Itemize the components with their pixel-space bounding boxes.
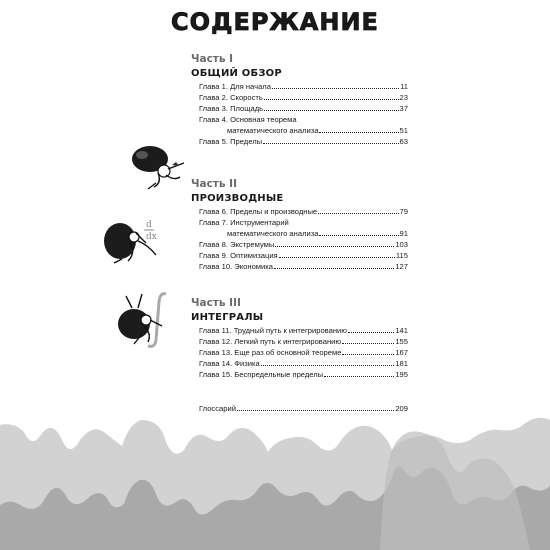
toc-entry[interactable] bbox=[191, 261, 408, 272]
dot-leader bbox=[263, 143, 398, 144]
page-number: 115 bbox=[395, 251, 408, 260]
toc-entry[interactable] bbox=[191, 92, 408, 103]
page-number: 155 bbox=[395, 337, 408, 346]
page-number: 23 bbox=[399, 93, 408, 102]
dot-leader bbox=[319, 132, 398, 133]
part-label: Часть III bbox=[191, 297, 241, 309]
page-number: 127 bbox=[395, 262, 408, 271]
chapter-title: Глава 9. Оптимизация bbox=[199, 251, 278, 260]
chapter-title: Глава 15. Беспредельные пределы bbox=[199, 370, 324, 379]
dot-leader bbox=[319, 235, 398, 236]
dot-leader bbox=[261, 365, 395, 366]
chapter-title: Глава 4. Основная теорема bbox=[199, 115, 297, 124]
part-label: Часть I bbox=[191, 53, 234, 65]
toc-entry[interactable] bbox=[191, 206, 408, 217]
toc-entry[interactable] bbox=[191, 325, 408, 336]
landscape-front-layer bbox=[0, 466, 550, 550]
dot-leader bbox=[274, 268, 394, 269]
chapter-title: Глава 5. Пределы bbox=[199, 137, 263, 146]
toc-entry[interactable] bbox=[191, 114, 408, 136]
page-number: 51 bbox=[399, 126, 408, 135]
page-number: 37 bbox=[399, 104, 408, 113]
dot-leader bbox=[275, 246, 394, 247]
part-title: ИНТЕГРАЛЫ bbox=[191, 312, 264, 323]
chapter-title: Глава 10. Экономика bbox=[199, 262, 273, 271]
dot-leader bbox=[348, 332, 394, 333]
chapter-title: Глава 14. Физика bbox=[199, 359, 260, 368]
chapter-title: Глава 2. Скорость bbox=[199, 93, 263, 102]
toc-entry[interactable] bbox=[191, 358, 408, 369]
dot-leader bbox=[318, 213, 398, 214]
part-title: ПРОИЗВОДНЫЕ bbox=[191, 193, 284, 204]
chapter-title: Глава 13. Еще раз об основной теореме bbox=[199, 348, 342, 357]
part-1 bbox=[191, 52, 408, 147]
chapter-title: Глава 6. Пределы и производные bbox=[199, 207, 318, 216]
dot-leader bbox=[264, 99, 399, 100]
page-number: 209 bbox=[395, 404, 408, 413]
dot-leader bbox=[237, 410, 394, 411]
page-number: 103 bbox=[395, 240, 408, 249]
dot-leader bbox=[324, 376, 394, 377]
dot-leader bbox=[342, 343, 394, 344]
cartoon-figure-part-1-icon bbox=[128, 143, 190, 191]
toc-entry[interactable] bbox=[191, 336, 408, 347]
toc-entry[interactable] bbox=[191, 136, 408, 147]
part-label: Часть II bbox=[191, 178, 237, 190]
page-number: 11 bbox=[400, 82, 408, 91]
page-number: 181 bbox=[395, 359, 408, 368]
part-2 bbox=[191, 177, 408, 272]
landscape-back-layer bbox=[0, 418, 550, 550]
chapter-title: Глава 7. Инструментарий bbox=[199, 218, 289, 227]
landscape-rock-right bbox=[380, 431, 530, 550]
cartoon-figure-part-3-icon bbox=[112, 290, 184, 348]
chapter-title: Глава 11. Трудный путь к интегрированию bbox=[199, 326, 347, 335]
dot-leader bbox=[264, 110, 398, 111]
svg-text:dx: dx bbox=[146, 232, 157, 242]
chapter-title: Глава 8. Экстремумы bbox=[199, 240, 275, 249]
chapter-title: Глава 12. Легкий путь к интегрированию bbox=[199, 337, 342, 346]
part-title: ОБЩИЙ ОБЗОР bbox=[191, 68, 282, 79]
toc-entry[interactable] bbox=[191, 81, 408, 92]
page-number: 79 bbox=[399, 207, 408, 216]
dot-leader bbox=[279, 257, 395, 258]
page-number: 167 bbox=[395, 348, 408, 357]
toc-entry[interactable] bbox=[191, 250, 408, 261]
page-number: 91 bbox=[399, 229, 408, 238]
toc-entry[interactable] bbox=[191, 347, 408, 358]
page-title: СОДЕРЖАНИЕ bbox=[171, 8, 379, 36]
svg-text:d: d bbox=[146, 220, 152, 230]
part-3 bbox=[191, 296, 408, 380]
page-number: 195 bbox=[395, 370, 408, 379]
chapter-title: Глава 3. Площадь bbox=[199, 104, 264, 113]
cartoon-figure-part-2-icon bbox=[100, 215, 170, 265]
glossary-title: Глоссарий bbox=[199, 404, 236, 413]
chapter-title: Глава 1. Для начала bbox=[199, 82, 271, 91]
toc-entry[interactable] bbox=[191, 103, 408, 114]
page-number: 63 bbox=[399, 137, 408, 146]
chapter-title-continued: математического анализа bbox=[227, 126, 319, 135]
toc-entry[interactable] bbox=[191, 217, 408, 239]
toc-entry[interactable] bbox=[191, 369, 408, 380]
dot-leader bbox=[272, 88, 399, 89]
page-number: 141 bbox=[395, 326, 408, 335]
dot-leader bbox=[342, 354, 394, 355]
chapter-title-continued: математического анализа bbox=[227, 229, 319, 238]
toc-entry-glossary[interactable] bbox=[199, 404, 408, 413]
toc-entry[interactable] bbox=[191, 239, 408, 250]
